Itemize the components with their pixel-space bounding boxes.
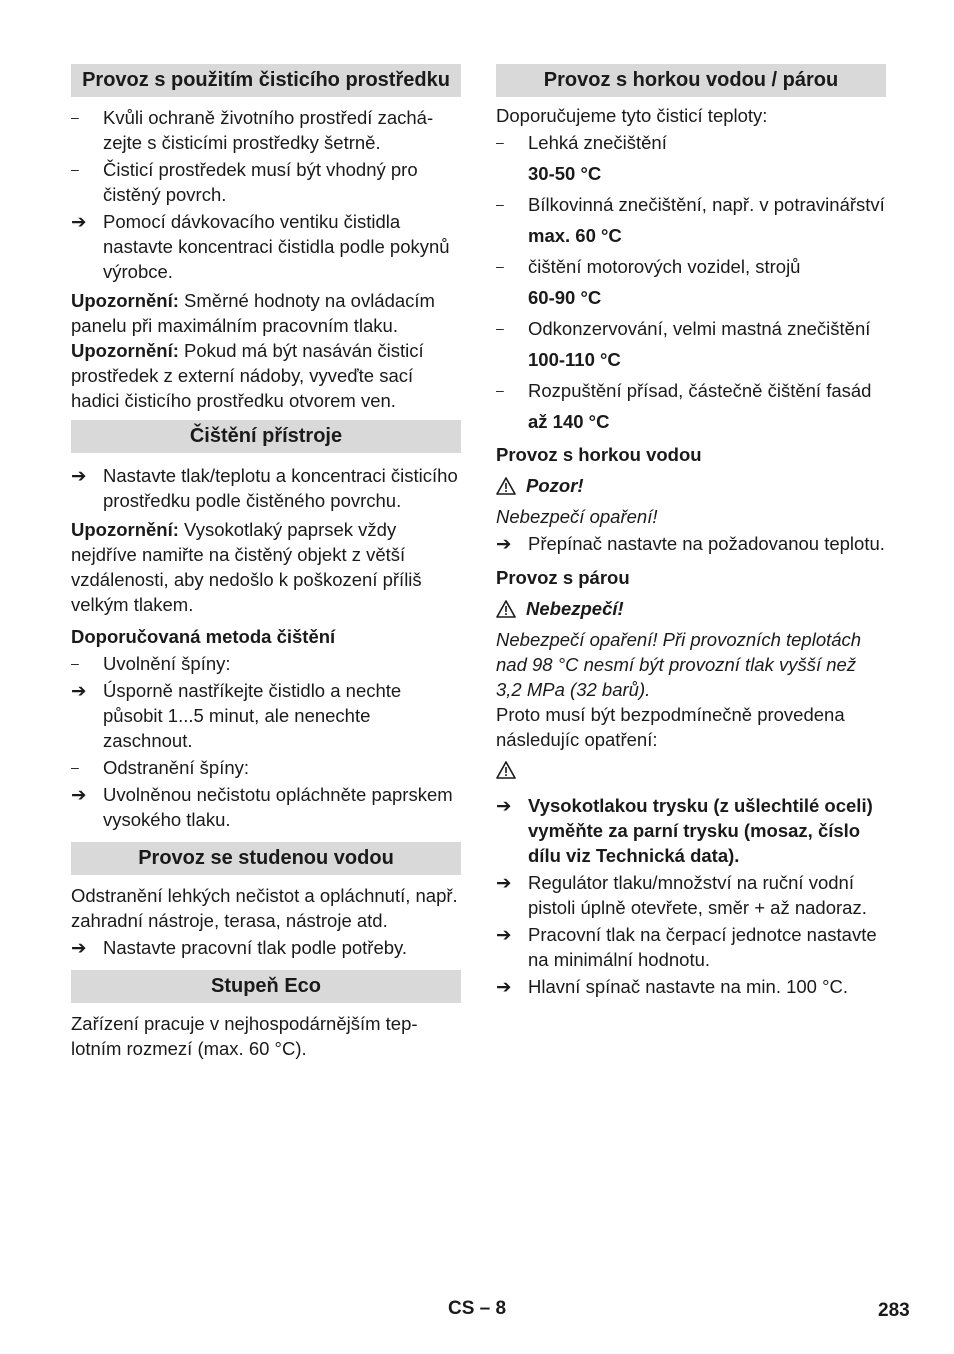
paragraph: Odstranění lehkých nečistot a opláchnutí, např. zahradní nástroje, terasa, nástroje atd. [71, 885, 458, 931]
list-item: – Čisticí prostředek musí být vhodný pro čistěný povrch. [71, 159, 418, 205]
section-title-cleaning: Čištění přístroje [71, 420, 461, 453]
section-title-eco: Stupeň Eco [71, 970, 461, 1003]
subheading-method: Doporučovaná metoda čištění [71, 626, 336, 647]
temperature-value: 30-50 °C [528, 163, 602, 184]
warning-triangle-icon [496, 477, 516, 495]
paragraph: Doporučujeme tyto čisticí teploty: [496, 105, 768, 126]
arrow-right-icon: ➔ [71, 465, 87, 486]
list-item: ➔ Vysokotlakou trysku (z ušlechtilé oceli) vyměňte za parní trysku (mosaz, číslo dílu viz Technická data). [496, 795, 873, 866]
subheading-steam: Provoz s párou [496, 567, 630, 588]
list-item: ➔ Hlavní spínač nastavte na min. 100 °C. [496, 976, 849, 997]
arrow-right-icon: ➔ [71, 680, 87, 701]
list-item: ➔ Úsporně nastříkejte čistidlo a nechte působit 1...5 minut, ale nenechte zaschnout. [71, 680, 402, 751]
footer-language-code: CS – 8 [448, 1298, 507, 1319]
right-column [496, 64, 886, 999]
warning-text: Nebezpečí opaření! Při provozních teplotách nad 98 °C nesmí být provozní tlak vyšší než 3,2 MPa (32 barů). [496, 629, 862, 700]
temperature-value: max. 60 °C [528, 225, 622, 246]
detergent-list [71, 105, 461, 284]
warning-triangle-icon [496, 600, 516, 618]
dash-bullet: – [496, 320, 504, 336]
arrow-right-icon: ➔ [496, 976, 512, 997]
section-title-detergent: Provoz s použitím čisticího prostředku [71, 64, 461, 97]
arrow-right-icon: ➔ [496, 872, 512, 893]
temperature-item: – Rozpuštění přísad, částečně čištění fasád [496, 380, 872, 401]
temperature-value: 60-90 °C [528, 287, 602, 308]
list-item: – Odstranění špíny: [71, 757, 250, 778]
dash-bullet: – [71, 759, 79, 775]
temperature-item: – čištění motorových vozidel, strojů [496, 256, 801, 277]
dash-bullet: – [496, 382, 504, 398]
left-column [71, 64, 461, 1061]
arrow-right-icon: ➔ [496, 795, 512, 816]
paragraph: Zařízení pracuje v nejhospodárnějším teplotním rozmezí (max. 60 °C). [71, 1013, 418, 1059]
warning-text: Nebezpečí opaření! [496, 506, 658, 527]
arrow-right-icon: ➔ [496, 924, 512, 945]
temperature-item: – Odkonzervování, velmi mastná znečištění [496, 318, 871, 339]
list-item: ➔ Přepínač nastavte na požadovanou teplotu. [496, 533, 885, 554]
temperature-item: – Bílkovinná znečištění, např. v potravinářství [496, 194, 885, 215]
note-paragraph: Upozornění: Směrné hodnoty na ovládacím panelu při maximálním pracovním tlaku. [71, 290, 435, 336]
note-paragraph: Upozornění: Pokud má být nasáván čisticí prostředek z externí nádoby, vyveďte sací hadici čisticího prostředku otvorem ven. [71, 340, 424, 411]
list-item: – Uvolnění špíny: [71, 653, 231, 674]
dash-bullet: – [71, 109, 79, 125]
warning-danger: Nebezpečí! [496, 596, 886, 621]
section-title-hot-water-steam: Provoz s horkou vodou / párou [496, 64, 886, 97]
dash-bullet: – [71, 655, 79, 671]
dash-bullet: – [496, 196, 504, 212]
section-title-cold-water: Provoz se studenou vodou [71, 842, 461, 875]
warning-triangle-icon [496, 761, 516, 779]
arrow-right-icon: ➔ [496, 533, 512, 554]
temperature-item: – Lehká znečištění [496, 132, 667, 153]
dash-bullet: – [496, 258, 504, 274]
dash-bullet: – [496, 134, 504, 150]
list-item: ➔ Nastavte pracovní tlak podle potřeby. [71, 937, 408, 958]
note-paragraph: Upozornění: Vysokotlaký paprsek vždy nejdříve namiřte na čistěný objekt z větší vzdálenosti, aby nedošlo k poškození příliš velkým tlakem. [71, 519, 422, 615]
warning-caution: Pozor! [496, 473, 886, 498]
list-item: ➔ Nastavte tlak/teplotu a koncentraci čisticího prostředku podle čistěného povrchu. [71, 465, 458, 511]
arrow-right-icon: ➔ [71, 211, 87, 232]
paragraph: Proto musí být bezpodmínečně provedena následujíc opatření: [496, 704, 845, 750]
list-item: ➔ Uvolněnou nečistotu opláchněte paprskem vysokého tlaku. [71, 784, 453, 830]
temperature-value: 100-110 °C [528, 349, 621, 370]
arrow-right-icon: ➔ [71, 784, 87, 805]
dash-bullet: – [71, 161, 79, 177]
list-item: ➔ Pracovní tlak na čerpací jednotce nastavte na minimální hodnotu. [496, 924, 877, 970]
standalone-warning [496, 760, 886, 785]
subheading-hot-water: Provoz s horkou vodou [496, 444, 702, 465]
footer-page-number: 283 [878, 1300, 910, 1321]
arrow-right-icon: ➔ [71, 937, 87, 958]
temperature-value: až 140 °C [528, 411, 610, 432]
list-item: – Kvůli ochraně životního prostředí zacházejte s čisticími prostředky šetrně. [71, 107, 434, 153]
list-item: ➔ Pomocí dávkovacího ventiku čistidla nastavte koncentraci čistidla podle pokynů výrobce. [71, 211, 450, 282]
list-item: ➔ Regulátor tlaku/množství na ruční vodní pistoli úplně otevřete, směr + až nadoraz. [496, 872, 867, 918]
